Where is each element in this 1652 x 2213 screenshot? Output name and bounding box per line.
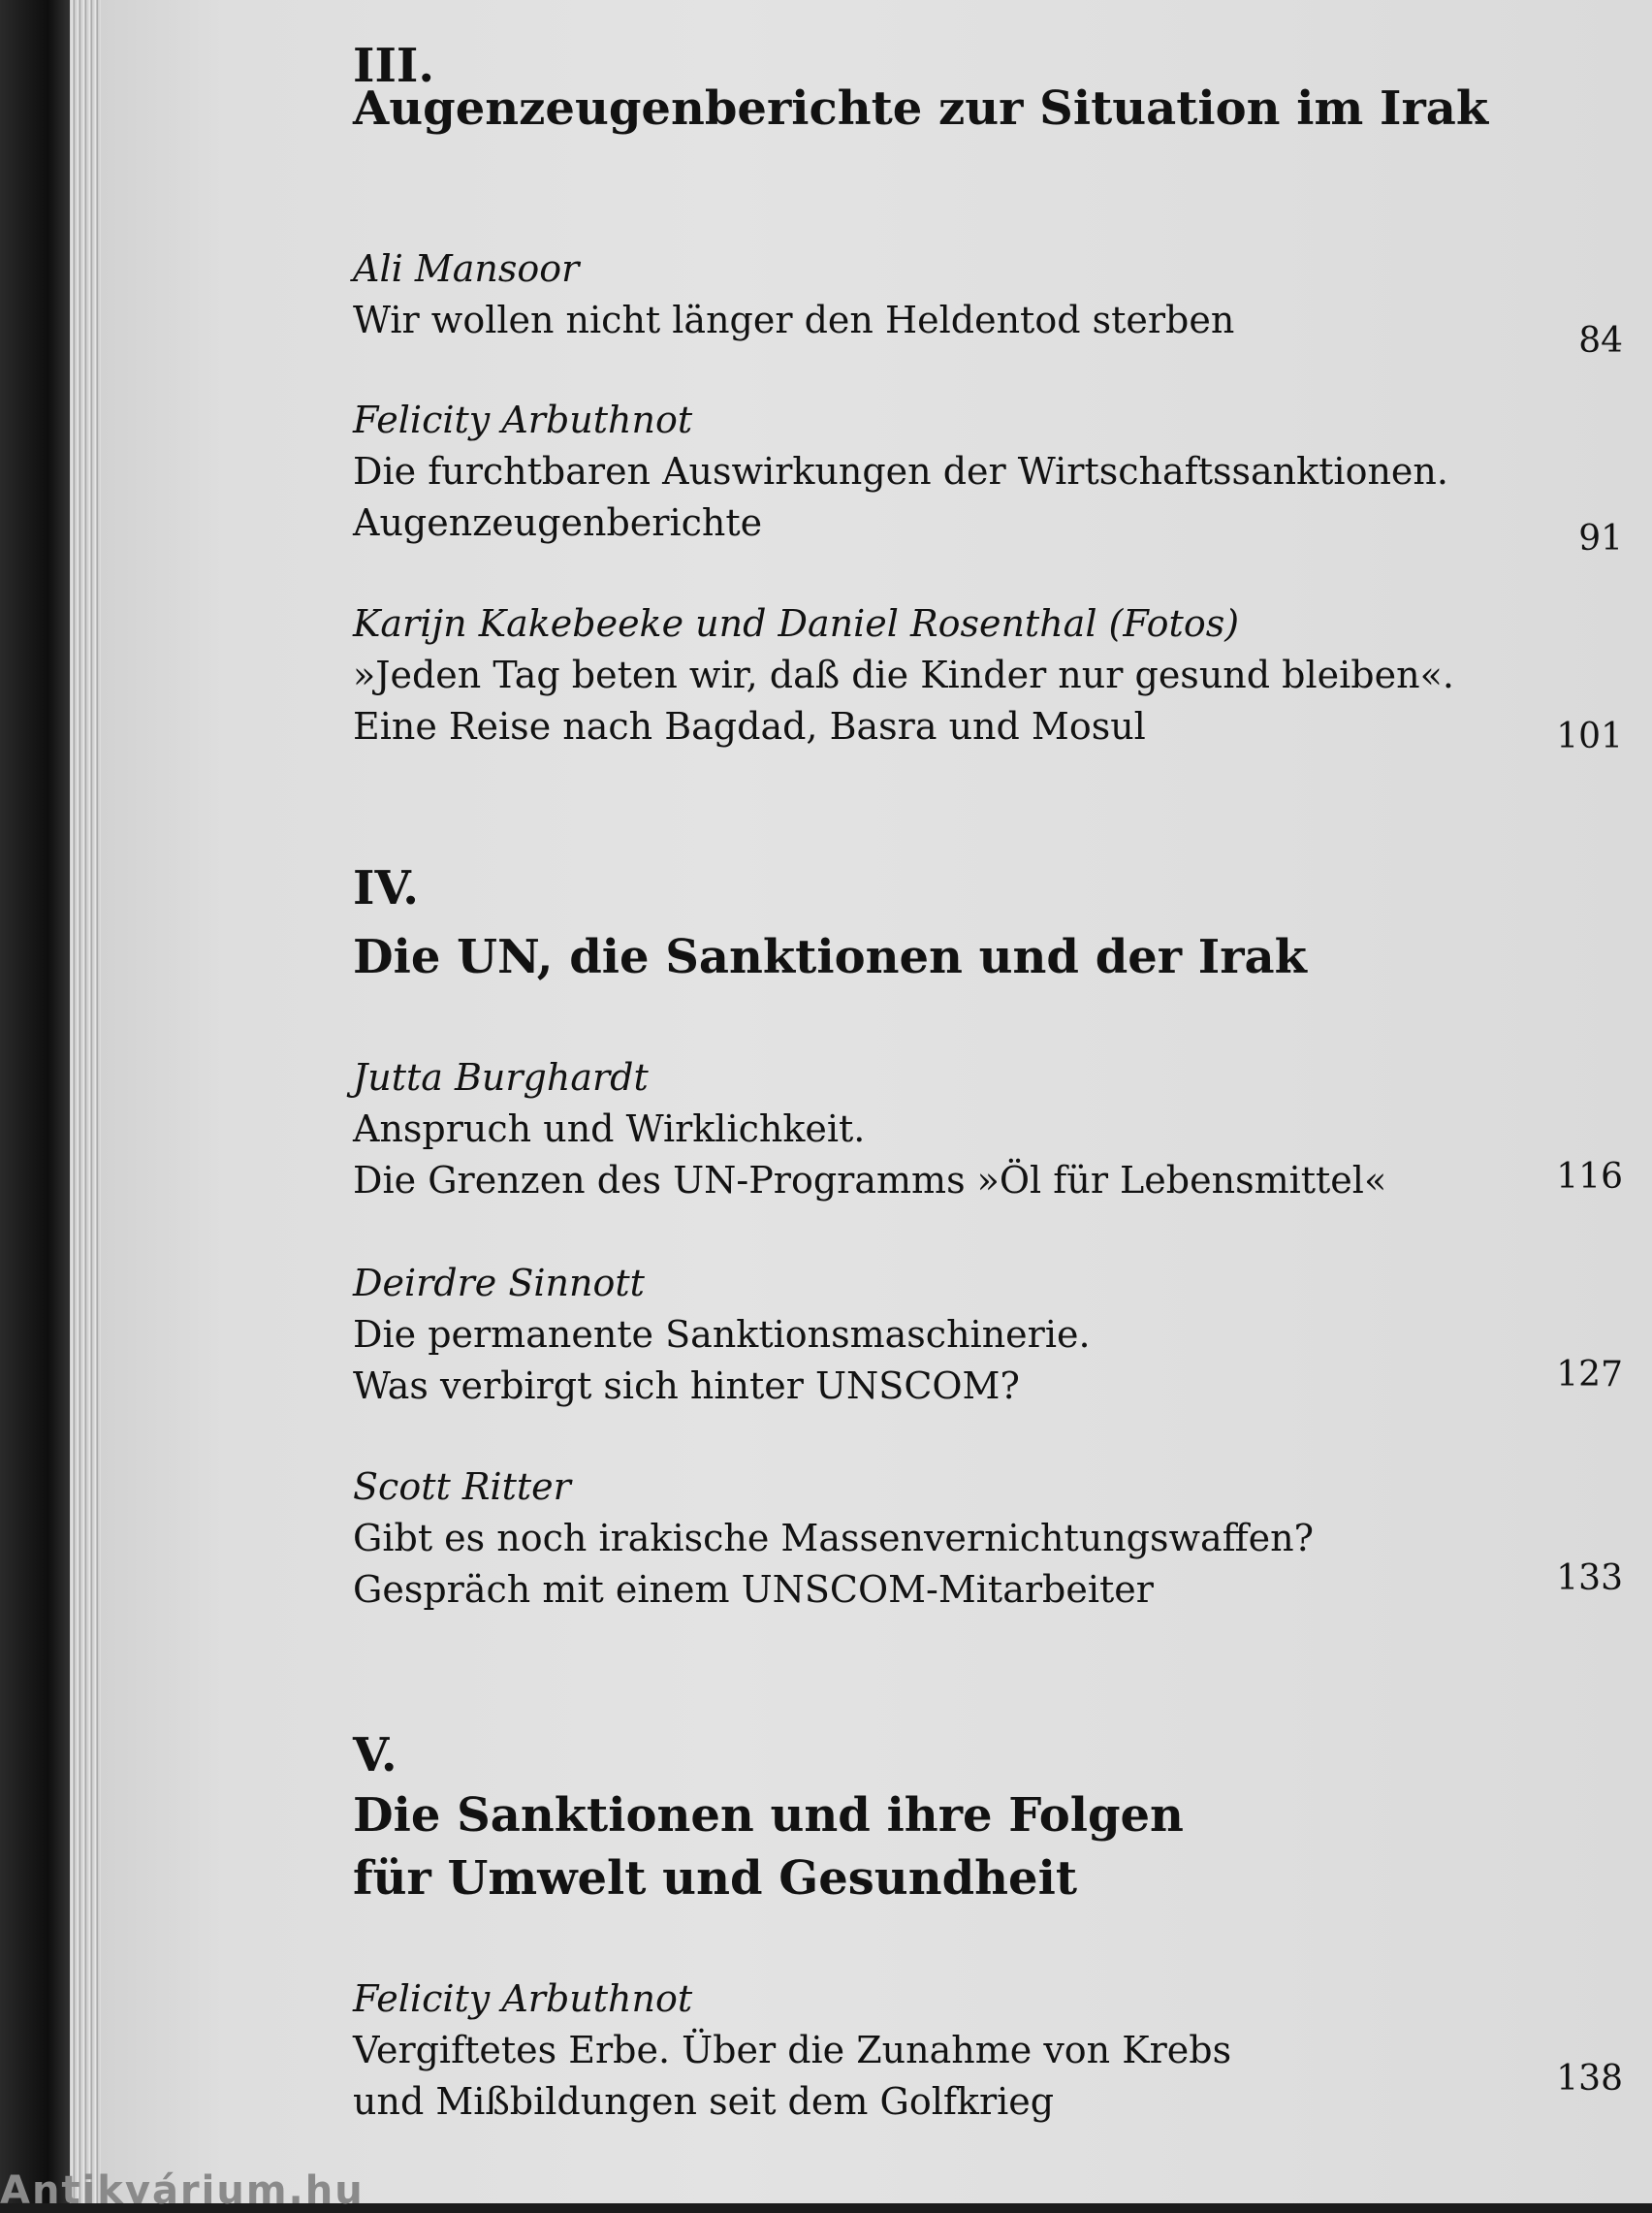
entry-title-line: Was verbirgt sich hinter UNSCOM? (353, 1364, 1020, 1407)
entry-page-number: 91 (1578, 519, 1623, 559)
section-title: Augenzeugenberichte zur Situation im Irak (353, 81, 1489, 136)
entry-title-line: Die permanente Sanktionsmaschinerie. (353, 1313, 1091, 1356)
section-title: für Umwelt und Gesundheit (353, 1851, 1077, 1906)
section-title: Die Sanktionen und ihre Folgen (353, 1788, 1184, 1843)
toc-entry (353, 1051, 1623, 1206)
toc-entry (353, 1257, 1623, 1412)
entry-author: Felicity Arbuthnot (353, 399, 693, 441)
entry-author: Ali Mansoor (353, 247, 580, 290)
entry-title-line: »Jeden Tag beten wir, daß die Kinder nur gesund bleiben«. (353, 654, 1454, 696)
entry-author: Jutta Burghardt (353, 1056, 649, 1099)
entry-page-number: 127 (1556, 1355, 1623, 1395)
toc-entry (353, 597, 1623, 756)
entry-page-number: 138 (1556, 2059, 1623, 2099)
toc-entry (353, 1460, 1623, 1616)
entry-title-line: Die Grenzen des UN-Programms »Öl für Lebensmittel« (353, 1159, 1387, 1202)
toc-entry (353, 1972, 1623, 2128)
section-number: V. (353, 1728, 397, 1782)
section-title: Die UN, die Sanktionen und der Irak (353, 930, 1307, 984)
entry-title-line: Eine Reise nach Bagdad, Basra und Mosul (353, 705, 1146, 748)
entry-author: Karijn Kakebeeke und Daniel Rosenthal (Fotos) (353, 602, 1240, 645)
section-number: IV. (353, 861, 420, 915)
toc-entry (353, 394, 1623, 559)
entry-title-line: Gespräch mit einem UNSCOM-Mitarbeiter (353, 1568, 1154, 1611)
table-of-contents (250, 0, 1627, 2203)
entry-title-line: Wir wollen nicht länger den Heldentod sterben (353, 299, 1235, 341)
entry-author: Scott Ritter (353, 1465, 571, 1508)
entry-author: Deirdre Sinnott (353, 1262, 645, 1304)
section-number: III. (353, 39, 435, 93)
entry-title-line: und Mißbildungen seit dem Golfkrieg (353, 2080, 1055, 2123)
entry-page-number: 101 (1556, 717, 1623, 756)
toc-entry (353, 242, 1623, 361)
entry-title-line: Gibt es noch irakische Massenvernichtungswaffen? (353, 1517, 1315, 1559)
entry-title-line: Die furchtbaren Auswirkungen der Wirtschaftssanktionen. (353, 450, 1448, 493)
entry-author: Felicity Arbuthnot (353, 1977, 693, 2020)
entry-page-number: 84 (1578, 321, 1623, 361)
entry-title-line: Augenzeugenberichte (353, 501, 763, 544)
entry-page-number: 133 (1556, 1558, 1623, 1598)
entry-title-line: Anspruch und Wirklichkeit. (353, 1107, 866, 1150)
entry-page-number: 116 (1556, 1157, 1623, 1197)
entry-title-line: Vergiftetes Erbe. Über die Zunahme von Krebs (353, 2029, 1232, 2071)
watermark-logo: Antikvárium.hu (0, 2168, 365, 2213)
